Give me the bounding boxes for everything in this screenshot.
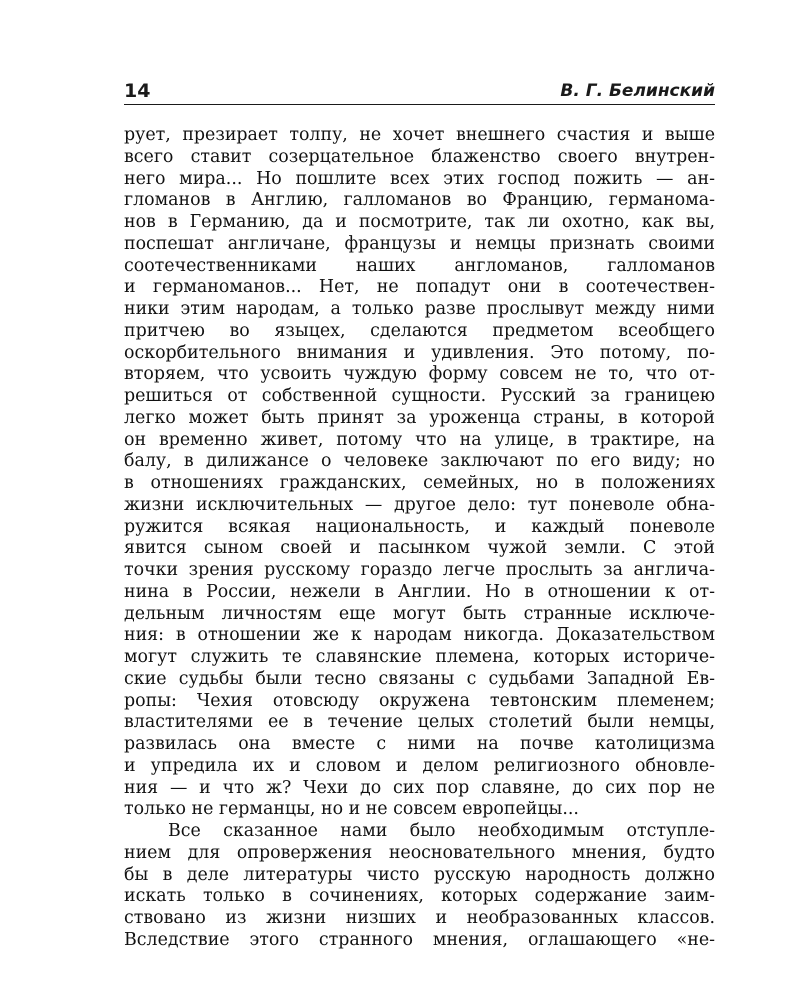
text-line: жизни исключительных — другое дело: тут поневоле обна- [124, 494, 715, 515]
text-line: оскорбительного внимания и удивления. Это потому, по- [124, 342, 715, 363]
text-line: дельным личностям еще могут быть странные исключе- [124, 603, 715, 624]
running-header [124, 76, 715, 106]
text-line: развилась она вместе с ними на почве католицизма [124, 734, 715, 754]
page-number: 14 [124, 80, 151, 102]
body-text [124, 125, 715, 952]
text-line: нина в России, нежели в Англии. Но в отношении к от- [124, 581, 715, 602]
text-line: вторяем, что усвоить чуждую форму совсем не то, что от- [124, 364, 715, 385]
text-line: искать только в сочинениях, которых содержание заим- [124, 886, 715, 907]
text-line: ские судьбы были тесно связаны с судьбами Западной Ев- [124, 668, 715, 689]
text-line: поспешат англичане, французы и немцы признать своими [124, 233, 715, 254]
text-line: и германоманов... Нет, не попадут они в соотечествен- [124, 277, 715, 298]
text-line: него мира... Но пошлите всех этих господ пожить — ан- [124, 168, 715, 189]
header-rule [124, 104, 715, 105]
text-line: и упредила их и словом и делом религиозного обновле- [124, 755, 715, 776]
text-line: ники этим народам, а только разве прослывут между ними [124, 299, 715, 319]
text-line: балу, в дилижансе о человеке заключают по его виду; но [124, 451, 715, 472]
running-header-author: В. Г. Белинский [560, 81, 715, 101]
text-line: только не германцы, но и не совсем европейцы... [124, 799, 579, 820]
text-line: в отношениях гражданских, семейных, но в положениях [124, 473, 715, 493]
text-line: гломанов в Англию, галломанов во Францию, германома- [124, 190, 715, 211]
text-line: ропы: Чехия отовсюду окружена тевтонским племенем; [124, 690, 715, 711]
text-line: ружится всякая национальность, и каждый поневоле [124, 516, 715, 537]
text-line: легко может быть принят за уроженца страны, в которой [124, 407, 715, 428]
text-line: могут служить те славянские племена, которых историче- [124, 647, 715, 667]
text-line: властителями ее в течение целых столетий были немцы, [124, 712, 715, 733]
text-line: притчею во языцех, сделаются предметом всеобщего [124, 320, 715, 341]
text-line: Вследствие этого странного мнения, оглашающего «не- [124, 929, 715, 950]
text-line-paragraph-start: Все сказанное нами было необходимым отступле- [168, 821, 715, 841]
text-line: нием для опровержения неосновательного мнения, будто [124, 842, 715, 863]
text-line: он временно живет, потому что на улице, в трактире, на [124, 429, 715, 450]
text-line: всего ставит созерцательное блаженство своего внутрен- [124, 146, 715, 167]
text-line: точки зрения русскому гораздо легче прослыть за англича- [124, 560, 715, 580]
text-line: ния — и что ж? Чехи до сих пор славяне, до сих пор не [124, 777, 715, 798]
text-line: нов в Германию, да и посмотрите, так ли охотно, как вы, [124, 212, 715, 232]
text-line: бы в деле литературы чисто русскую народность должно [124, 864, 715, 885]
text-line: решиться от собственной сущности. Русский за границею [124, 386, 715, 406]
text-line: соотечественниками наших англоманов, галломанов [124, 255, 715, 276]
text-line: ния: в отношении же к народам никогда. Доказательством [124, 625, 715, 646]
text-line: ствовано из жизни низших и необразованных классов. [124, 908, 715, 928]
text-line: рует, презирает толпу, не хочет внешнего счастия и выше [124, 125, 715, 145]
text-line: явится сыном своей и пасынком чужой земли. С этой [124, 538, 715, 559]
